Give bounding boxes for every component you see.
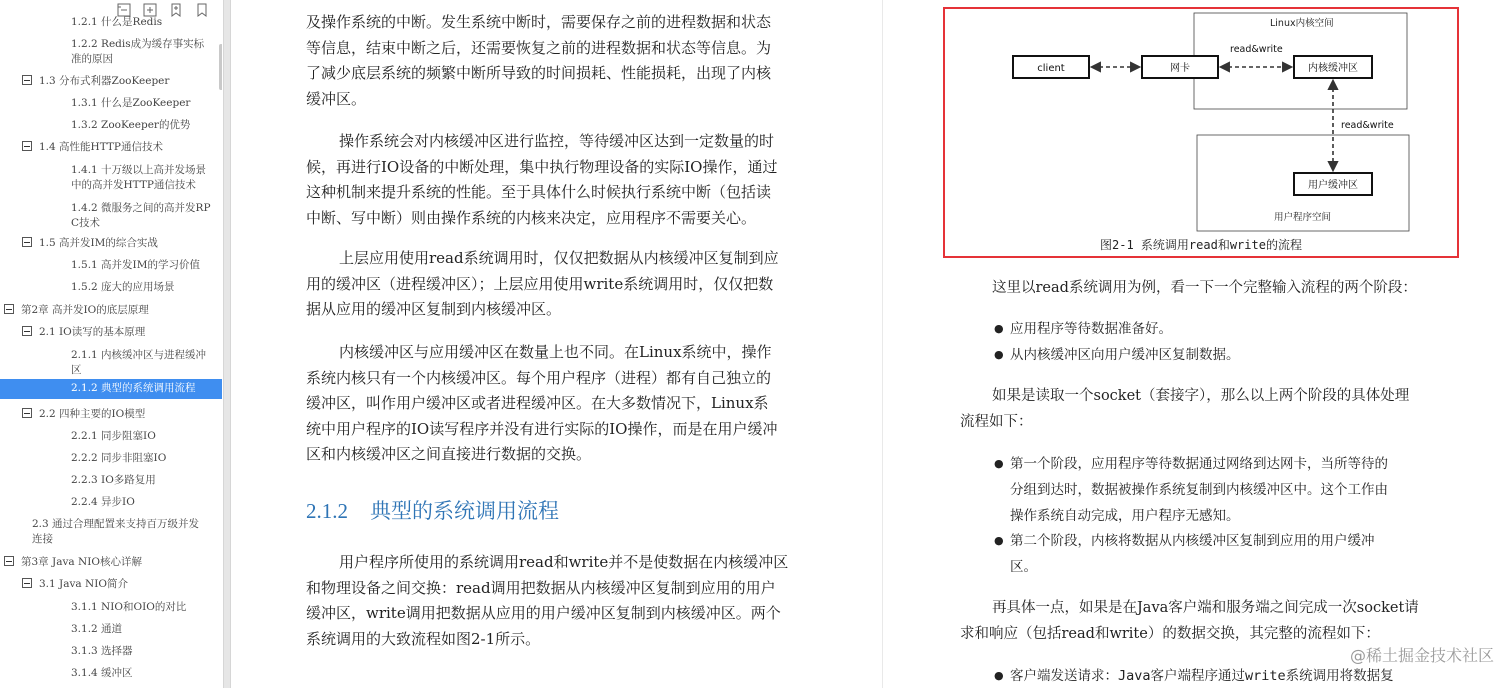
text-line: 区。 [1010,559,1037,575]
figure-caption: 图2-1 系统调用read和write的流程 [1100,238,1302,252]
outline-item-label: 1.2.1 什么是Redis [71,16,163,28]
outline-item[interactable] [0,346,222,376]
outline-item-label: 2.1 IO读写的基本原理 [39,326,146,338]
right-paragraph-1: 这里以read系统调用为例，看一下一个完整输入流程的两个阶段： [992,280,1417,296]
paragraph-1 [306,10,771,112]
outline-item-label: 2.2.1 同步阻塞IO [71,430,156,442]
outline-item[interactable] [0,256,222,276]
outline-item[interactable] [0,642,222,662]
text-line: 缓冲区，write调用把数据从应用的用户缓冲区复制到内核缓冲区。两个 [306,604,781,622]
collapse-toggle-icon[interactable] [22,237,32,247]
outline-item-label: 第3章 Java NIO核心详解 [21,556,142,568]
outline-item-label: 2.2.3 IO多路复用 [71,474,156,486]
right-paragraph-2 [960,383,1409,435]
text-line: 操作系统会对内核缓冲区进行监控，等待缓冲区达到一定数量的时 [339,132,775,150]
collapse-toggle-icon[interactable] [4,304,14,314]
text-line: 操作系统自动完成，用户程序无感知。 [1010,508,1240,524]
outline-item[interactable] [0,620,222,640]
text-line: 内核缓冲区与应用缓冲区在数量上也不同。在Linux系统中，操作 [339,343,772,361]
outline-sidebar [0,0,222,688]
collapse-toggle-icon[interactable] [22,408,32,418]
collapse-toggle-icon[interactable] [22,141,32,151]
outline-item-label: 1.4.2 微服务之间的高并发RP C技术 [71,202,211,229]
text-line: 第二个阶段，内核将数据从内核缓冲区复制到应用的用户缓冲 [1010,533,1375,549]
text-line: 这种机制来提升系统的性能。至于具体什么时候执行系统中断（包括读 [306,183,772,201]
outline-item-label: 3.1.1 NIO和OIO的对比 [71,601,187,613]
outline-item-label: 1.4 高性能HTTP通信技术 [39,141,163,153]
outline-item-label: 2.3 通过合理配置来支持百万级并发 连接 [32,518,200,545]
outline-item[interactable] [0,471,222,491]
text-line: 分组到达时，数据被操作系统复制到内核缓冲区中。这个工作由 [1010,482,1388,498]
paragraph-5 [306,550,788,652]
outline-item[interactable] [0,234,222,254]
outline-item[interactable] [0,138,222,158]
collapse-toggle-icon[interactable] [4,556,14,566]
outline-item[interactable] [0,664,222,684]
outline-item[interactable] [0,427,222,447]
linux-kernel-space-label: Linux内核空间 [1270,18,1334,29]
bullet-text: 客户端发送请求：Java客户端程序通过write系统调用将数据复 [1010,668,1394,684]
bullet-item: ● 从内核缓冲区向用户缓冲区复制数据。 [994,347,1240,363]
outline-item-label: 3.1.3 选择器 [71,645,133,657]
rw-top-label: read&write [1230,44,1283,55]
text-line: 等信息，结束中断之后，还需要恢复之前的进程数据和状态等信息。为 [306,38,772,57]
outline-item-label: 第2章 高并发IO的底层原理 [21,304,149,316]
outline-item-label: 3.1.2 通道 [71,623,123,635]
text-line: 上层应用使用read系统调用时，仅仅把数据从内核缓冲区复制到应 [339,249,779,267]
outline-item-label: 2.2.4 异步IO [71,496,135,508]
bullet-text: 从内核缓冲区向用户缓冲区复制数据。 [1010,347,1240,363]
text-line: 用的缓冲区（进程缓冲区）；上层应用使用write系统调用时，仅仅把数 [306,274,774,293]
outline-item[interactable] [0,575,222,595]
kernel-buffer-label: 内核缓冲区 [1308,63,1358,74]
paragraph-3 [306,246,779,323]
outline-item-label: 3.1 Java NIO简介 [39,578,128,590]
outline-item[interactable] [0,35,222,65]
outline-item[interactable] [0,379,222,399]
figure-2-1 [943,7,1459,258]
text-line: 据从应用的缓冲区复制到内核缓冲区。 [306,300,562,318]
outline-item-label: 2.1.2 典型的系统调用流程 [71,382,196,394]
outline-item[interactable] [0,493,222,513]
text-line: 系统内核只有一个内核缓冲区。每个用户程序（进程）都有自己独立的 [306,368,772,387]
text-line: 缓冲区，叫作用户缓冲区或者进程缓冲区。在大多数情况下，Linux系 [306,394,769,412]
section-heading [306,495,559,525]
text-line: 如果是读取一个socket（套接字），那么以上两个阶段的具体处理 [992,388,1410,404]
text-line: 系统调用的大致流程如图2-1所示。 [306,629,541,648]
outline-item-label: 1.3.2 ZooKeeper的优势 [71,119,191,131]
outline-item-label: 3.1.4 缓冲区 [71,667,133,679]
sidebar-splitter[interactable] [223,0,231,688]
paragraph-4 [306,340,777,468]
section-number: 2.1.2 [306,499,348,523]
client-label: client [1037,63,1065,74]
text-line: 再具体一点，如果是在Java客户端和服务端之间完成一次socket请 [992,600,1419,616]
outline-item[interactable] [0,598,222,618]
bullet-item: ● 第二个阶段，内核将数据从内核缓冲区复制到应用的用户缓冲 区。 [1010,528,1375,580]
collapse-toggle-icon[interactable] [22,75,32,85]
paragraph-2 [306,129,777,231]
outline-item[interactable] [0,13,222,33]
outline-item[interactable] [0,553,222,573]
outline-item[interactable] [0,278,222,298]
user-buffer-label: 用户缓冲区 [1308,180,1358,191]
outline-item[interactable] [0,72,222,92]
text-line: 候，再进行IO设备的中断处理，集中执行物理设备的实际IO操作，通过 [306,157,778,176]
outline-item[interactable] [0,515,222,545]
document-view [231,0,1512,688]
bullet-item: ● 应用程序等待数据准备好。 [994,321,1172,337]
text-line: 中断、写中断）则由操作系统的内核来决定，应用程序不需要关心。 [306,208,757,227]
user-program-space-label: 用户程序空间 [1274,212,1332,223]
collapse-toggle-icon[interactable] [22,326,32,336]
outline-item-label: 1.5 高并发IM的综合实战 [39,237,158,249]
text-line: 缓冲区。 [306,89,367,108]
outline-item[interactable] [0,405,222,425]
outline-item-label: 1.3 分布式利器ZooKeeper [39,75,170,87]
text-line: 求和响应（包括read和write）的数据交换，其完整的流程如下： [960,626,1380,642]
text-line: 及操作系统的中断。发生系统中断时，需要保存之前的进程数据和状态 [306,13,772,31]
outline-item-label: 2.2 四种主要的IO模型 [39,408,146,420]
text-line: 流程如下： [960,414,1033,430]
rw-side-label: read&write [1341,120,1394,131]
text-line: 和物理设备之间交换：read调用把数据从内核缓冲区复制到应用的用户 [306,578,776,597]
outline-item[interactable] [0,323,222,343]
watermark: @稀土掘金技术社区 [1349,646,1494,665]
outline-scrollbar[interactable] [219,44,222,90]
right-paragraph-3 [960,595,1419,647]
bullet-item: ● 第一个阶段，应用程序等待数据通过网络到达网卡，当所等待的 分组到达时，数据被操作系统复制到内核缓冲区中。这个工作由 操作系统自动完成，用户程序无感知。 [1010,451,1388,529]
text-line: 用户程序所使用的系统调用read和write并不是使数据在内核缓冲区 [339,553,789,571]
outline-item-label: 1.5.1 高并发IM的学习价值 [71,259,200,271]
collapse-toggle-icon[interactable] [22,578,32,588]
text-line: 第一个阶段，应用程序等待数据通过网络到达网卡，当所等待的 [1010,456,1388,472]
bullet-item: ● 客户端发送请求：Java客户端程序通过write系统调用将数据复 [994,668,1394,684]
outline-item[interactable] [0,116,222,136]
outline-item[interactable] [0,449,222,469]
outline-item-label: 2.2.2 同步非阻塞IO [71,452,167,464]
outline-item[interactable] [0,199,222,229]
text-line: 了减少底层系统的频繁中断所导致的时间损耗、性能损耗，出现了内核 [306,64,772,82]
outline-item-label: 1.3.1 什么是ZooKeeper [71,97,191,109]
outline-item[interactable] [0,161,222,191]
section-title-text: 典型的系统调用流程 [370,499,559,523]
nic-label: 网卡 [1170,63,1190,74]
outline-item-label: 2.1.1 内核缓冲区与进程缓冲 区 [71,349,207,376]
bullet-text: 应用程序等待数据准备好。 [1010,321,1172,337]
flow-diagram [945,9,1457,256]
text-line: 区和内核缓冲区之间直接进行数据的交换。 [306,445,592,463]
outline-item-label: 1.2.2 Redis成为缓存事实标 准的原因 [71,38,205,65]
page-separator [882,0,883,688]
outline-item-label: 1.5.2 庞大的应用场景 [71,281,175,293]
outline-item[interactable] [0,301,222,321]
outline-item-label: 1.4.1 十万级以上高并发场景 中的高并发HTTP通信技术 [71,164,207,191]
outline-item[interactable] [0,94,222,114]
text-line: 统中用户程序的IO读写程序并没有进行实际的IO操作，而是在用户缓冲 [306,419,778,438]
